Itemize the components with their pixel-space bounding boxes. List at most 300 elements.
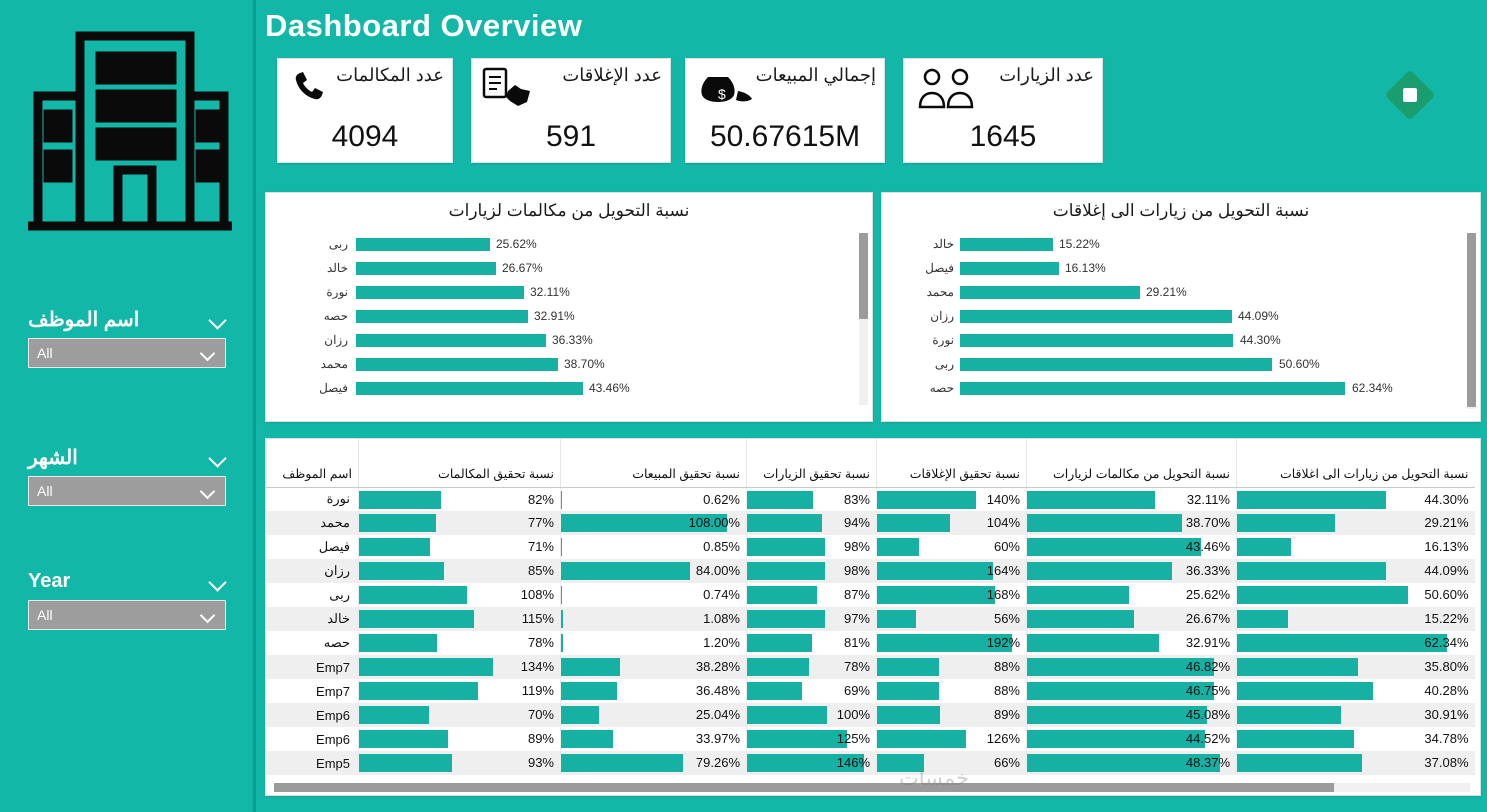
cell-closings-achievement <box>877 535 1027 559</box>
kpi-card-calls[interactable] <box>277 58 453 163</box>
col-header-conv-visits-closings[interactable]: نسبة التحويل من زيارات الى اغلاقات <box>1237 439 1475 487</box>
phone-icon <box>286 65 340 109</box>
bar-row[interactable] <box>902 261 1462 276</box>
cell-calls-achievement <box>359 727 561 751</box>
cell-bar <box>747 658 809 676</box>
bar-fill <box>356 262 496 275</box>
col-header-calls-achievement[interactable]: نسبة تحقيق المكالمات <box>359 439 561 487</box>
cell-bar <box>359 514 436 532</box>
chevron-down-icon[interactable] <box>210 452 226 462</box>
bar-fill <box>356 238 490 251</box>
cell-bar <box>1237 706 1341 724</box>
slicer-employee-name[interactable] <box>28 306 226 368</box>
cell-conv-calls-visits <box>1027 655 1237 679</box>
cell-closings-achievement <box>877 559 1027 583</box>
cell-value-label: 32.11% <box>1186 491 1230 507</box>
cell-value-label: 85% <box>527 563 554 578</box>
kpi-calls-value: 4094 <box>331 120 399 153</box>
table-row[interactable] <box>267 703 1475 727</box>
bar-fill <box>960 382 1345 395</box>
cell-value-label: 100% <box>836 707 870 722</box>
cell-conv-calls-visits <box>1027 535 1237 559</box>
cell-bar <box>747 586 817 604</box>
kpi-calls-label: عدد المكالمات <box>336 65 444 85</box>
bar-row[interactable] <box>902 237 1462 252</box>
cell-value-label: 104% <box>986 515 1020 530</box>
cell-visits-achievement <box>747 607 877 631</box>
watermark: خمسات <box>899 767 970 790</box>
bar-category-label: خالد <box>326 261 348 275</box>
cell-value-label: 29.21% <box>1424 515 1469 530</box>
cell-bar <box>877 754 924 772</box>
cell-conv-calls-visits <box>1027 703 1237 727</box>
bar-fill <box>960 310 1232 323</box>
cell-employee-name: Emp7 <box>267 655 359 679</box>
bar-category-label: رزان <box>930 309 954 323</box>
bar-value-label: 44.30% <box>1240 333 1281 347</box>
cell-sales-achievement <box>561 607 747 631</box>
handshake-icon <box>480 65 534 109</box>
bar-value-label: 32.11% <box>530 285 570 299</box>
cell-conv-calls-visits <box>1027 487 1237 511</box>
cell-sales-achievement <box>561 727 747 751</box>
slicer-year-dropdown[interactable] <box>28 600 226 630</box>
cell-bar <box>1027 634 1159 652</box>
cell-conv-calls-visits <box>1027 751 1237 775</box>
kpi-closings-value: 591 <box>545 120 597 153</box>
cell-calls-achievement <box>359 607 561 631</box>
table-row[interactable] <box>267 511 1475 535</box>
bar-fill <box>356 358 558 371</box>
cell-bar <box>877 610 916 628</box>
slicer-employee-value: All <box>37 345 53 361</box>
main-canvas <box>259 0 1487 812</box>
cell-visits-achievement <box>747 751 877 775</box>
bar-value-label: 43.46% <box>589 381 630 395</box>
cell-closings-achievement <box>877 751 1027 775</box>
table-row[interactable] <box>267 631 1475 655</box>
cell-bar <box>877 730 966 748</box>
table <box>266 439 1475 775</box>
cell-value-label: 25.62% <box>1185 587 1230 602</box>
cell-bar <box>359 730 448 748</box>
cell-value-label: 50.60% <box>1424 587 1469 602</box>
cell-employee-name: نورة <box>267 487 359 511</box>
green-diamond-icon <box>1383 68 1437 122</box>
bar-row[interactable] <box>902 285 1462 300</box>
bar-row[interactable] <box>296 333 856 348</box>
cell-bar <box>747 682 802 700</box>
cell-visits-achievement <box>747 727 877 751</box>
cell-conv-visits-closings <box>1237 607 1475 631</box>
cell-bar <box>1027 491 1155 509</box>
cell-bar <box>561 754 683 772</box>
chart1-scrollbar[interactable] <box>859 233 868 405</box>
table-horizontal-scrollbar[interactable] <box>274 783 1470 792</box>
cell-conv-visits-closings <box>1237 655 1475 679</box>
cell-calls-achievement <box>359 631 561 655</box>
cell-calls-achievement <box>359 703 561 727</box>
cell-sales-achievement <box>561 655 747 679</box>
slicer-year-value: All <box>37 607 53 623</box>
bar-category-label: رزان <box>324 333 348 347</box>
col-header-visits-achievement[interactable]: نسبة تحقيق الزيارات <box>747 439 877 487</box>
cell-bar <box>1237 491 1386 509</box>
cell-conv-visits-closings <box>1237 487 1475 511</box>
slicer-month-value: All <box>37 483 53 499</box>
cell-bar <box>747 634 812 652</box>
building-icon <box>22 18 238 248</box>
slicer-month[interactable] <box>28 444 226 506</box>
cell-value-label: 36.48% <box>695 683 740 698</box>
cell-value-label: 25.04% <box>695 707 740 722</box>
cell-value-label: 134% <box>520 659 554 674</box>
cell-bar <box>1237 610 1288 628</box>
cell-value-label: 0.85% <box>703 539 740 554</box>
cell-bar <box>359 538 430 556</box>
table-row[interactable] <box>267 727 1475 751</box>
cell-visits-achievement <box>747 487 877 511</box>
cell-bar <box>561 491 562 509</box>
bar-category-label: فيصل <box>925 261 954 275</box>
cell-value-label: 43.46% <box>1185 539 1230 554</box>
table-row[interactable] <box>267 751 1475 775</box>
bar-fill <box>960 262 1059 275</box>
bar-fill <box>960 238 1053 251</box>
table-scrollbar-thumb[interactable] <box>274 783 1334 792</box>
cell-value-label: 88% <box>993 683 1020 698</box>
bar-category-label: حصه <box>929 381 954 395</box>
bar-row[interactable] <box>902 357 1462 372</box>
cell-value-label: 78% <box>843 659 870 674</box>
cell-bar <box>561 538 562 556</box>
bar-row[interactable] <box>902 333 1462 348</box>
col-header-conv-calls-visits[interactable]: نسبة التحويل من مكالمات لزيارات <box>1027 439 1237 487</box>
slicer-year-header[interactable] <box>28 568 226 594</box>
bar-row[interactable] <box>296 309 856 324</box>
cell-bar <box>359 682 478 700</box>
cell-conv-visits-closings <box>1237 631 1475 655</box>
cell-employee-name: خالد <box>267 607 359 631</box>
cell-value-label: 66% <box>993 755 1020 770</box>
cell-bar <box>561 610 563 628</box>
bar-value-label: 44.09% <box>1238 309 1279 323</box>
table-row[interactable] <box>267 487 1475 511</box>
cell-bar <box>359 634 437 652</box>
cell-value-label: 83% <box>843 491 870 507</box>
cell-value-label: 115% <box>521 611 554 626</box>
slicer-employee-header[interactable] <box>28 306 226 332</box>
bar-row[interactable] <box>902 309 1462 324</box>
cell-bar <box>747 730 847 748</box>
cell-conv-visits-closings <box>1237 751 1475 775</box>
cell-conv-calls-visits <box>1027 607 1237 631</box>
bar-category-label: نورة <box>326 285 348 299</box>
bar-value-label: 36.33% <box>552 333 593 347</box>
cell-value-label: 45.08% <box>1185 707 1230 722</box>
cell-value-label: 77% <box>527 515 554 530</box>
chart-visits-to-closings-title: نسبة التحويل من زيارات الى إغلاقات <box>1052 201 1310 220</box>
cell-sales-achievement <box>561 511 747 535</box>
cell-value-label: 35.80% <box>1424 659 1469 674</box>
cell-bar <box>1027 514 1182 532</box>
cell-conv-visits-closings <box>1237 679 1475 703</box>
bar-row[interactable] <box>296 237 856 252</box>
slicer-year-title: Year <box>28 569 71 592</box>
chart1-scrollbar-thumb[interactable] <box>859 233 868 319</box>
cell-bar <box>1237 538 1291 556</box>
bar-value-label: 16.13% <box>1065 261 1106 275</box>
cell-bar <box>1237 514 1335 532</box>
cell-value-label: 33.97% <box>695 731 740 746</box>
cell-value-label: 108% <box>520 587 554 602</box>
cell-bar <box>359 610 474 628</box>
kpi-closings-label: عدد الإغلاقات <box>562 65 662 85</box>
cell-value-label: 46.75% <box>1185 683 1230 698</box>
table-row[interactable] <box>267 559 1475 583</box>
kpi-visits-value: 1645 <box>969 120 1037 153</box>
col-header-sales-achievement[interactable]: نسبة تحقيق المبيعات <box>561 439 747 487</box>
cell-bar <box>1237 658 1358 676</box>
bar-category-label: نورة <box>932 333 954 347</box>
cell-calls-achievement <box>359 751 561 775</box>
cell-value-label: 16.13% <box>1424 539 1469 554</box>
bar-category-label: ربى <box>934 357 954 371</box>
cell-employee-name: رزان <box>267 559 359 583</box>
cell-value-label: 1.08% <box>703 611 740 626</box>
cell-bar <box>1237 586 1408 604</box>
cell-value-label: 119% <box>521 683 554 698</box>
cell-conv-visits-closings <box>1237 559 1475 583</box>
cell-value-label: 98% <box>843 539 870 554</box>
cell-conv-visits-closings <box>1237 583 1475 607</box>
cell-bar <box>359 658 493 676</box>
cell-value-label: 140% <box>986 491 1020 507</box>
employee-performance-table <box>265 438 1481 796</box>
chevron-down-icon[interactable] <box>210 314 226 324</box>
cell-conv-visits-closings <box>1237 703 1475 727</box>
cell-sales-achievement <box>561 559 747 583</box>
col-header-closings-achievement[interactable]: نسبة تحقيق الإغلاقات <box>877 439 1027 487</box>
cell-value-label: 44.52% <box>1185 731 1230 746</box>
bar-value-label: 25.62% <box>496 237 537 251</box>
cell-conv-calls-visits <box>1027 679 1237 703</box>
kpi-visits-label: عدد الزيارات <box>999 65 1094 85</box>
cell-value-label: 79.26% <box>695 755 740 770</box>
cell-value-label: 46.82% <box>1185 659 1230 674</box>
cell-value-label: 0.62% <box>703 491 740 507</box>
cell-bar <box>747 562 825 580</box>
cell-visits-achievement <box>747 535 877 559</box>
chevron-down-icon[interactable] <box>201 610 217 620</box>
bar-row[interactable] <box>296 261 856 276</box>
slicer-employee-dropdown[interactable] <box>28 338 226 368</box>
kpi-sales-label: إجمالي المبيعات <box>755 65 876 85</box>
cell-bar <box>877 514 950 532</box>
kpi-sales-value: 50.67615M <box>709 120 861 153</box>
table-row[interactable] <box>267 679 1475 703</box>
cell-value-label: 93% <box>527 755 554 770</box>
cell-bar <box>1237 754 1362 772</box>
bar-value-label: 32.91% <box>534 309 575 323</box>
cell-visits-achievement <box>747 631 877 655</box>
cell-value-label: 126% <box>986 731 1020 746</box>
bar-category-label: محمد <box>320 357 348 371</box>
cell-bar <box>1237 562 1386 580</box>
bar-row[interactable] <box>296 357 856 372</box>
cell-value-label: 89% <box>527 731 554 746</box>
kpi-card-sales[interactable] <box>685 58 885 163</box>
cell-value-label: 164% <box>986 563 1020 578</box>
cell-bar <box>1027 562 1172 580</box>
table-row[interactable] <box>267 583 1475 607</box>
table-row[interactable] <box>267 535 1475 559</box>
cell-bar <box>359 706 429 724</box>
cell-sales-achievement <box>561 679 747 703</box>
slicer-month-header[interactable] <box>28 444 226 470</box>
cell-visits-achievement <box>747 583 877 607</box>
cell-value-label: 78% <box>527 635 554 650</box>
cell-value-label: 56% <box>993 611 1020 626</box>
chevron-down-icon[interactable] <box>201 348 217 358</box>
kpi-card-visits[interactable] <box>903 58 1103 163</box>
kpi-card-closings[interactable] <box>471 58 671 163</box>
cell-value-label: 94% <box>843 515 870 530</box>
cell-sales-achievement <box>561 751 747 775</box>
table-body <box>267 487 1475 775</box>
cell-closings-achievement <box>877 679 1027 703</box>
cell-value-label: 30.91% <box>1424 707 1469 722</box>
cell-sales-achievement <box>561 535 747 559</box>
bar-fill <box>356 310 528 323</box>
cell-conv-visits-closings <box>1237 727 1475 751</box>
slicer-month-title: الشهر <box>28 446 78 469</box>
cell-value-label: 36.33% <box>1185 563 1230 578</box>
cell-conv-calls-visits <box>1027 559 1237 583</box>
cell-calls-achievement <box>359 535 561 559</box>
cell-value-label: 168% <box>986 587 1020 602</box>
cell-value-label: 62.34% <box>1424 635 1469 650</box>
bar-row[interactable] <box>902 381 1462 396</box>
chart-calls-to-visits <box>265 192 873 422</box>
cell-value-label: 69% <box>843 683 870 698</box>
cell-sales-achievement <box>561 583 747 607</box>
svg-text:$: $ <box>718 86 726 102</box>
chart2-scrollbar-thumb[interactable] <box>1467 233 1476 407</box>
people-icon <box>912 65 966 109</box>
bar-row[interactable] <box>296 285 856 300</box>
cell-value-label: 38.70% <box>1185 515 1230 530</box>
cell-bar <box>747 706 827 724</box>
cell-value-label: 44.30% <box>1424 491 1469 507</box>
cell-bar <box>561 730 613 748</box>
cell-conv-calls-visits <box>1027 631 1237 655</box>
cell-bar <box>877 538 919 556</box>
table-row[interactable] <box>267 607 1475 631</box>
cell-conv-calls-visits <box>1027 727 1237 751</box>
cell-value-label: 44.09% <box>1424 563 1469 578</box>
cell-value-label: 146% <box>836 755 870 770</box>
cell-conv-calls-visits <box>1027 583 1237 607</box>
cell-bar <box>359 491 441 509</box>
bar-fill <box>960 286 1140 299</box>
bar-value-label: 38.70% <box>564 357 605 371</box>
bar-category-label: حصه <box>323 309 348 323</box>
bar-value-label: 62.34% <box>1352 381 1393 395</box>
cell-employee-name: محمد <box>267 511 359 535</box>
cell-visits-achievement <box>747 511 877 535</box>
cell-value-label: 34.78% <box>1424 731 1469 746</box>
cell-bar <box>359 754 452 772</box>
cell-value-label: 108.00% <box>688 515 740 530</box>
cell-closings-achievement <box>877 703 1027 727</box>
cell-bar <box>1027 538 1201 556</box>
cell-closings-achievement <box>877 607 1027 631</box>
bar-category-label: فيصل <box>319 381 348 395</box>
cell-calls-achievement <box>359 511 561 535</box>
cell-visits-achievement <box>747 679 877 703</box>
cell-value-label: 1.20% <box>703 635 740 650</box>
cell-calls-achievement <box>359 655 561 679</box>
cell-closings-achievement <box>877 511 1027 535</box>
cell-bar <box>877 586 995 604</box>
cell-bar <box>1027 706 1207 724</box>
cell-sales-achievement <box>561 631 747 655</box>
cell-bar <box>877 658 939 676</box>
cell-value-label: 71% <box>527 539 554 554</box>
cell-closings-achievement <box>877 727 1027 751</box>
bar-value-label: 29.21% <box>1146 285 1187 299</box>
bar-fill <box>960 334 1233 347</box>
chevron-down-icon[interactable] <box>201 486 217 496</box>
bar-row[interactable] <box>296 381 856 396</box>
cell-value-label: 81% <box>843 635 870 650</box>
cell-value-label: 70% <box>527 707 554 722</box>
chart2-scrollbar[interactable] <box>1467 233 1476 409</box>
cell-value-label: 40.28% <box>1424 683 1469 698</box>
chevron-down-icon[interactable] <box>210 576 226 586</box>
cell-bar <box>1237 730 1354 748</box>
slicer-employee-title: اسم الموظف <box>28 308 140 331</box>
cell-bar <box>1237 682 1373 700</box>
cell-employee-name: Emp6 <box>267 703 359 727</box>
cell-bar <box>561 586 562 604</box>
cell-value-label: 88% <box>993 659 1020 674</box>
cell-calls-achievement <box>359 559 561 583</box>
table-header-row <box>267 439 1475 487</box>
cell-value-label: 89% <box>993 707 1020 722</box>
cell-bar <box>359 586 467 604</box>
cell-employee-name: فيصل <box>267 535 359 559</box>
bar-value-label: 26.67% <box>502 261 543 275</box>
chart-calls-to-visits-title: نسبة التحويل من مكالمات لزيارات <box>448 201 690 220</box>
cell-value-label: 125% <box>836 731 870 746</box>
cell-value-label: 60% <box>993 539 1020 554</box>
bar-fill <box>960 358 1272 371</box>
slicer-month-dropdown[interactable] <box>28 476 226 506</box>
cell-value-label: 37.08% <box>1424 755 1469 770</box>
bar-category-label: محمد <box>926 285 954 299</box>
bar-category-label: خالد <box>932 237 954 251</box>
table-row[interactable] <box>267 655 1475 679</box>
cell-bar <box>877 562 993 580</box>
bar-fill <box>356 382 583 395</box>
col-header-employee[interactable]: اسم الموظف <box>267 439 359 487</box>
cell-value-label: 82% <box>527 491 554 507</box>
slicer-year[interactable] <box>28 568 226 630</box>
cell-bar <box>561 562 690 580</box>
cell-bar <box>877 491 976 509</box>
